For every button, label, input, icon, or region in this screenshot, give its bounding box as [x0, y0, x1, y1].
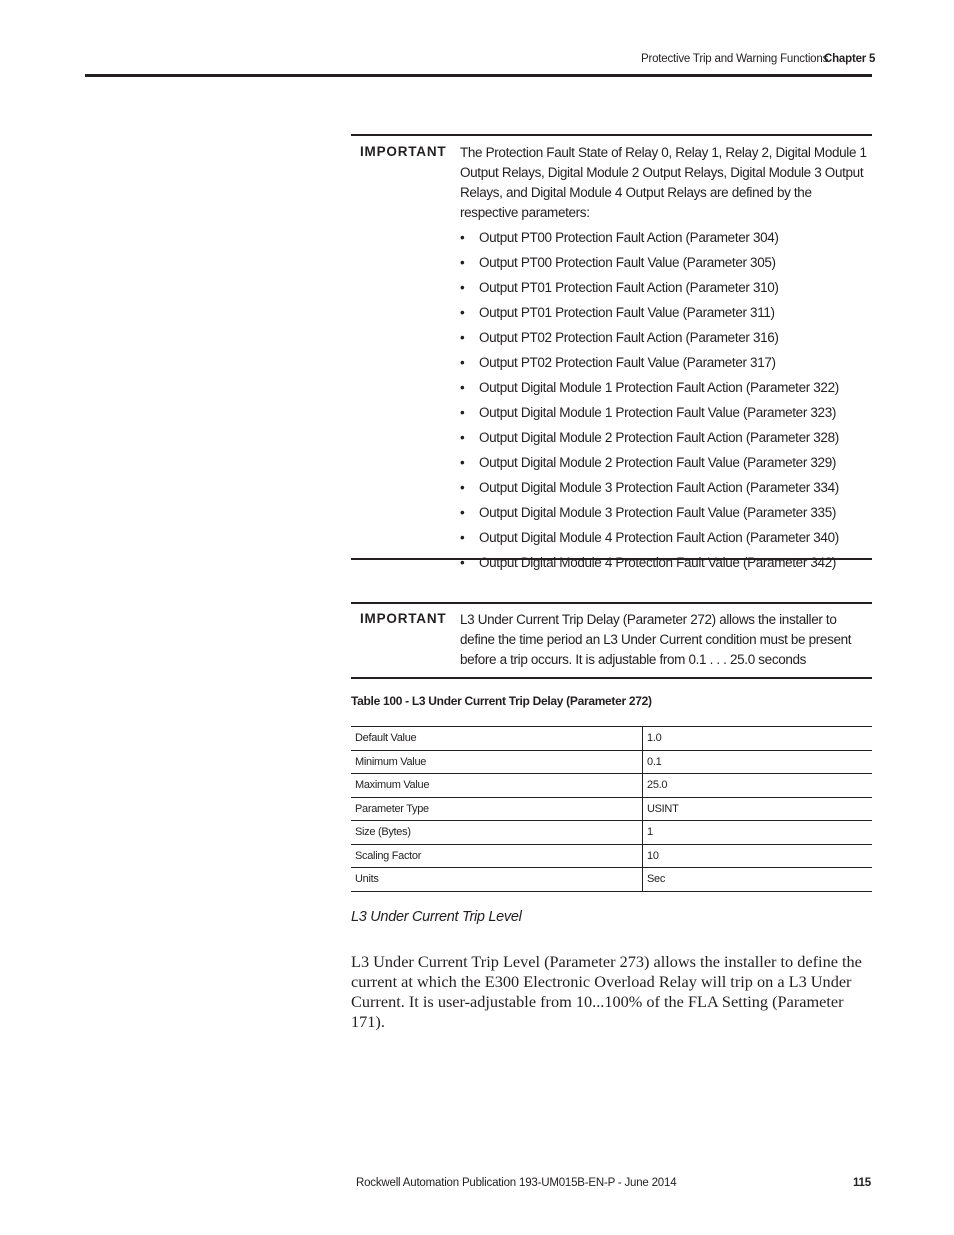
bullet-text: Output Digital Module 4 Protection Fault Action (Parameter 340) [479, 530, 839, 545]
bullet-item [460, 353, 872, 378]
bullet-icon: • [460, 555, 465, 570]
parameter-value-cell: 0.1 [643, 750, 873, 774]
bullet-text: Output Digital Module 4 Protection Fault Value (Parameter 342) [479, 555, 836, 570]
bullet-icon: • [460, 505, 465, 520]
bullet-item [460, 253, 872, 278]
bullet-item [460, 403, 872, 428]
bullet-icon: • [460, 430, 465, 445]
table-row [351, 821, 872, 845]
bullet-item [460, 453, 872, 478]
table-row [351, 797, 872, 821]
bullet-text: Output PT02 Protection Fault Action (Parameter 316) [479, 330, 779, 345]
parameter-value-cell: 25.0 [643, 774, 873, 798]
important-box-protection-fault [351, 134, 872, 570]
parameter-name-cell: Scaling Factor [351, 844, 643, 868]
bullet-text: Output PT00 Protection Fault Value (Parameter 305) [479, 255, 776, 270]
bullet-icon: • [460, 380, 465, 395]
parameter-value-cell: 10 [643, 844, 873, 868]
bullet-text: Output Digital Module 3 Protection Fault Value (Parameter 335) [479, 505, 836, 520]
bullet-item [460, 428, 872, 453]
important-label: IMPORTANT [360, 611, 447, 626]
bullet-text: Output PT02 Protection Fault Value (Parameter 317) [479, 355, 776, 370]
parameter-value-cell: USINT [643, 797, 873, 821]
table-row [351, 868, 872, 892]
bullet-item [460, 478, 872, 503]
important-label: IMPORTANT [360, 144, 447, 159]
table-row [351, 727, 872, 751]
footer-publication: Rockwell Automation Publication 193-UM015B-EN-P - June 2014 [356, 1177, 677, 1189]
parameter-name-cell: Maximum Value [351, 774, 643, 798]
bullet-icon: • [460, 355, 465, 370]
bullet-text: Output PT00 Protection Fault Action (Parameter 304) [479, 230, 779, 245]
bullet-icon: • [460, 230, 465, 245]
bullet-text: Output Digital Module 2 Protection Fault Action (Parameter 328) [479, 430, 839, 445]
page-number: 115 [853, 1177, 871, 1189]
parameter-name-cell: Size (Bytes) [351, 821, 643, 845]
bullet-icon: • [460, 480, 465, 495]
table-row [351, 750, 872, 774]
bullet-item [460, 228, 872, 253]
parameter-name-cell: Minimum Value [351, 750, 643, 774]
parameter-name-cell: Units [351, 868, 643, 892]
bullet-item [460, 278, 872, 303]
important-box-trip-delay [351, 602, 872, 679]
running-header-section: Protective Trip and Warning Functions [641, 53, 829, 65]
bullet-item [460, 328, 872, 353]
bullet-item [460, 503, 872, 528]
bullet-text: Output PT01 Protection Fault Action (Parameter 310) [479, 280, 779, 295]
bullet-text: Output PT01 Protection Fault Value (Parameter 311) [479, 305, 775, 320]
table-row [351, 774, 872, 798]
bullet-item [460, 553, 872, 578]
section-paragraph: L3 Under Current Trip Level (Parameter 273) allows the installer to define the current at which the E300 Electronic Overload Relay will trip on a L3 Under Current. It is user-adjustable from 10...100% of the FLA Setting (Parameter 171). [351, 952, 862, 1031]
bullet-item [460, 528, 872, 553]
parameter-value-cell: 1.0 [643, 727, 873, 751]
bullet-list [460, 228, 872, 578]
bullet-item [460, 378, 872, 403]
bullet-icon: • [460, 255, 465, 270]
bullet-icon: • [460, 455, 465, 470]
important-trip-delay-text: L3 Under Current Trip Delay (Parameter 272) allows the installer to define the time period an L3 Under Current condition must be present before a trip occurs. It is adjustable from 0.1 . . . 25.0 seconds [460, 612, 852, 667]
important-content [460, 143, 872, 578]
bullet-icon: • [460, 330, 465, 345]
parameter-name-cell: Default Value [351, 727, 643, 751]
bullet-text: Output Digital Module 1 Protection Fault Value (Parameter 323) [479, 405, 836, 420]
bullet-icon: • [460, 280, 465, 295]
section-subheading: L3 Under Current Trip Level [351, 909, 522, 925]
parameter-table [351, 726, 872, 892]
parameter-value-cell: 1 [643, 821, 873, 845]
parameter-value-cell: Sec [643, 868, 873, 892]
bullet-text: Output Digital Module 2 Protection Fault Value (Parameter 329) [479, 455, 836, 470]
running-header-chapter: Chapter 5 [824, 53, 876, 65]
table-caption: Table 100 - L3 Under Current Trip Delay (Parameter 272) [351, 694, 652, 708]
important-intro: The Protection Fault State of Relay 0, Relay 1, Relay 2, Digital Module 1 Output Relays, Digital Module 2 Output Relays, Digital Module 3 Output Relays, and Digital Module 4 Output Relays are defined by the respective parameters: [460, 145, 867, 220]
bullet-icon: • [460, 405, 465, 420]
bullet-text: Output Digital Module 3 Protection Fault Action (Parameter 334) [479, 480, 839, 495]
parameter-name-cell: Parameter Type [351, 797, 643, 821]
bullet-icon: • [460, 530, 465, 545]
bullet-icon: • [460, 305, 465, 320]
bullet-item [460, 303, 872, 328]
bullet-text: Output Digital Module 1 Protection Fault Action (Parameter 322) [479, 380, 839, 395]
table-row [351, 844, 872, 868]
header-rule [85, 74, 872, 77]
